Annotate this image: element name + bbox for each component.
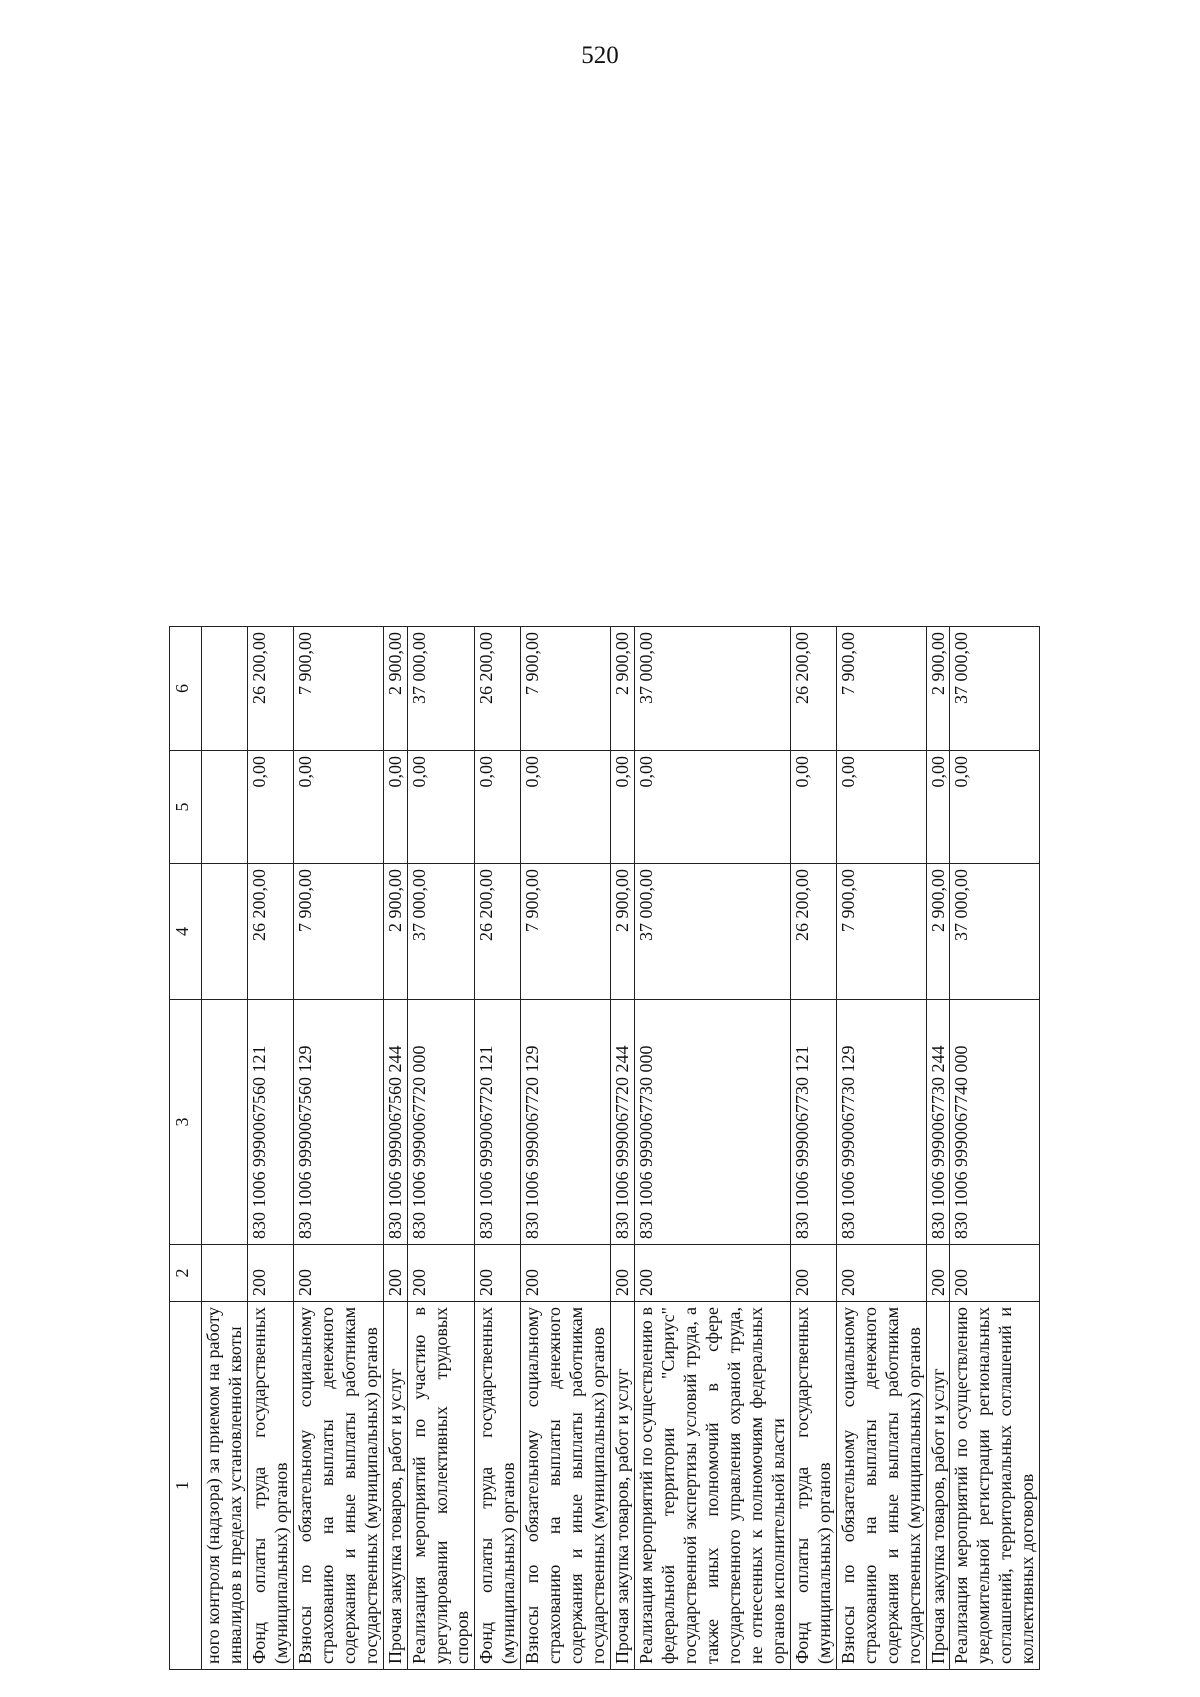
table-row [926, 627, 950, 1670]
change-amount-cell: 0,00 [475, 751, 521, 864]
classification-code-cell: 830 1006 9990067720 129 [521, 1000, 611, 1245]
amount-cell: 7 900,00 [521, 864, 611, 1000]
total-amount-cell: 26 200,00 [475, 627, 521, 751]
code-cell: 200 [836, 1245, 926, 1302]
expense-name-cell: Фонд оплаты труда государственных (муниципальных) органов [247, 1302, 293, 1670]
change-amount-cell: 0,00 [836, 751, 926, 864]
total-amount-cell: 2 900,00 [383, 627, 407, 751]
amount-cell: 2 900,00 [611, 864, 635, 1000]
change-amount-cell: 0,00 [521, 751, 611, 864]
table-row [950, 627, 1040, 1670]
classification-code-cell: 830 1006 9990067730 121 [790, 1000, 836, 1245]
total-amount-cell: 26 200,00 [790, 627, 836, 751]
classification-code-cell: 830 1006 9990067560 121 [247, 1000, 293, 1245]
classification-code-cell: 830 1006 9990067720 000 [407, 1000, 475, 1245]
expense-name-cell: Взносы по обязательному социальному страхованию на выплаты денежного содержания и иные выплаты работникам государственных (муниципальных) органов [836, 1302, 926, 1670]
change-amount-cell: 0,00 [790, 751, 836, 864]
change-amount-cell: 0,00 [611, 751, 635, 864]
code-cell: 200 [247, 1245, 293, 1302]
budget-table [169, 626, 1040, 1670]
amount-cell: 37 000,00 [407, 864, 475, 1000]
change-amount-cell: 0,00 [950, 751, 1040, 864]
total-amount-cell: 2 900,00 [611, 627, 635, 751]
expense-name-cell: ного контроля (надзора) за приемом на работу инвалидов в пределах установленной квоты [202, 1302, 248, 1670]
total-amount-cell: 37 000,00 [635, 627, 791, 751]
table-row [836, 627, 926, 1670]
amount-cell: 37 000,00 [635, 864, 791, 1000]
column-header: 5 [170, 751, 202, 864]
page-number: 520 [581, 42, 619, 69]
code-cell: 200 [521, 1245, 611, 1302]
table-row [475, 627, 521, 1670]
classification-code-cell: 830 1006 9990067560 244 [383, 1000, 407, 1245]
classification-code-cell: 830 1006 9990067740 000 [950, 1000, 1040, 1245]
amount-cell: 26 200,00 [475, 864, 521, 1000]
total-amount-cell: 37 000,00 [407, 627, 475, 751]
code-cell: 200 [611, 1245, 635, 1302]
expense-name-cell: Реализация мероприятий по участию в урегулировании коллективных трудовых споров [407, 1302, 475, 1670]
table-row [293, 627, 383, 1670]
amount-cell [202, 864, 248, 1000]
expense-name-cell: Реализация мероприятий по осуществлению уведомительной регистрации региональных соглашений, территориальных соглашений и коллективных договоров [950, 1302, 1040, 1670]
change-amount-cell: 0,00 [293, 751, 383, 864]
column-number-row [170, 627, 202, 1670]
expense-name-cell: Прочая закупка товаров, работ и услуг [926, 1302, 950, 1670]
classification-code-cell: 830 1006 9990067730 129 [836, 1000, 926, 1245]
column-header: 6 [170, 627, 202, 751]
code-cell: 200 [293, 1245, 383, 1302]
classification-code-cell: 830 1006 9990067560 129 [293, 1000, 383, 1245]
change-amount-cell: 0,00 [383, 751, 407, 864]
classification-code-cell: 830 1006 9990067720 121 [475, 1000, 521, 1245]
table-row [611, 627, 635, 1670]
amount-cell: 2 900,00 [383, 864, 407, 1000]
code-cell: 200 [790, 1245, 836, 1302]
expense-name-cell: Взносы по обязательному социальному страхованию на выплаты денежного содержания и иные выплаты работникам государственных (муниципальных) органов [521, 1302, 611, 1670]
expense-name-cell: Взносы по обязательному социальному страхованию на выплаты денежного содержания и иные выплаты работникам государственных (муниципальных) органов [293, 1302, 383, 1670]
amount-cell: 37 000,00 [950, 864, 1040, 1000]
table-row [790, 627, 836, 1670]
change-amount-cell: 0,00 [635, 751, 791, 864]
expense-name-cell: Прочая закупка товаров, работ и услуг [383, 1302, 407, 1670]
expense-name-cell: Прочая закупка товаров, работ и услуг [611, 1302, 635, 1670]
column-header: 4 [170, 864, 202, 1000]
code-cell: 200 [950, 1245, 1040, 1302]
amount-cell: 26 200,00 [247, 864, 293, 1000]
expense-name-cell: Фонд оплаты труда государственных (муниципальных) органов [475, 1302, 521, 1670]
expense-name-cell: Фонд оплаты труда государственных (муниципальных) органов [790, 1302, 836, 1670]
rotated-sheet [169, 627, 1169, 1670]
total-amount-cell: 26 200,00 [247, 627, 293, 751]
table-body [202, 627, 1040, 1670]
column-header: 1 [170, 1302, 202, 1670]
column-header: 3 [170, 1000, 202, 1245]
total-amount-cell: 7 900,00 [293, 627, 383, 751]
table-row [521, 627, 611, 1670]
change-amount-cell: 0,00 [407, 751, 475, 864]
code-cell [202, 1245, 248, 1302]
code-cell: 200 [407, 1245, 475, 1302]
amount-cell: 2 900,00 [926, 864, 950, 1000]
code-cell: 200 [635, 1245, 791, 1302]
amount-cell: 26 200,00 [790, 864, 836, 1000]
change-amount-cell: 0,00 [247, 751, 293, 864]
total-amount-cell: 7 900,00 [836, 627, 926, 751]
expense-name-cell: Реализация мероприятий по осуществлению в федеральной территории "Сириус" государственной экспертизы условий труда, а также иных полномочий в сфере государственного управления охраной труда, не отнесенных к полномочиям федеральных органов исполнительной власти [635, 1302, 791, 1670]
table-row [635, 627, 791, 1670]
table-row [383, 627, 407, 1670]
amount-cell: 7 900,00 [293, 864, 383, 1000]
amount-cell: 7 900,00 [836, 864, 926, 1000]
table-row [247, 627, 293, 1670]
total-amount-cell: 7 900,00 [521, 627, 611, 751]
total-amount-cell: 2 900,00 [926, 627, 950, 751]
total-amount-cell [202, 627, 248, 751]
classification-code-cell [202, 1000, 248, 1245]
change-amount-cell [202, 751, 248, 864]
table-row [407, 627, 475, 1670]
table-row [202, 627, 248, 1670]
change-amount-cell: 0,00 [926, 751, 950, 864]
column-header: 2 [170, 1245, 202, 1302]
code-cell: 200 [926, 1245, 950, 1302]
total-amount-cell: 37 000,00 [950, 627, 1040, 751]
code-cell: 200 [475, 1245, 521, 1302]
code-cell: 200 [383, 1245, 407, 1302]
classification-code-cell: 830 1006 9990067720 244 [611, 1000, 635, 1245]
classification-code-cell: 830 1006 9990067730 000 [635, 1000, 791, 1245]
classification-code-cell: 830 1006 9990067730 244 [926, 1000, 950, 1245]
